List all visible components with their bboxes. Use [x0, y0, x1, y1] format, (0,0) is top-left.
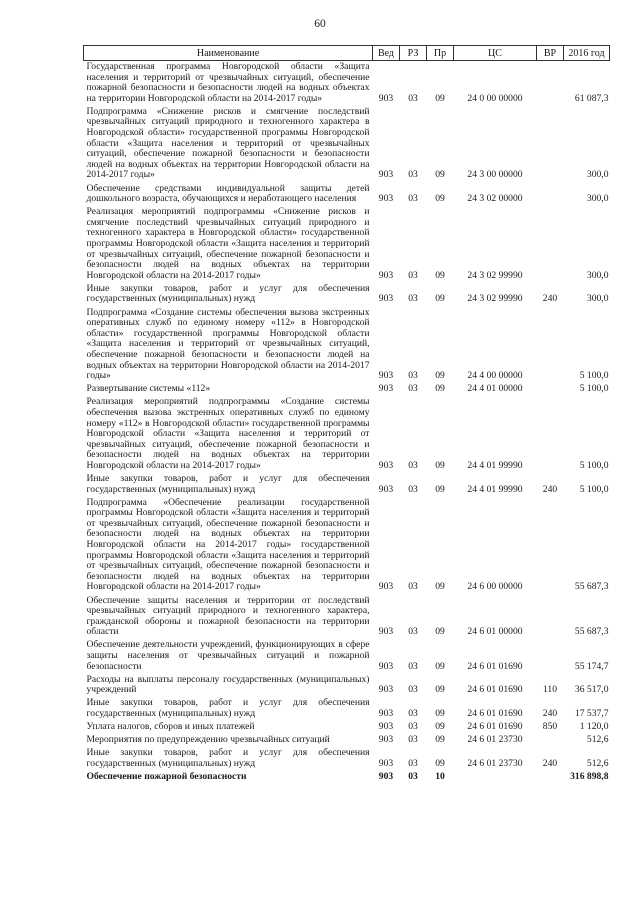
row-pr: 09 — [435, 660, 445, 672]
row-name: Обеспечение защиты населения и территории от последствий чрезвычайных ситуаций природного и техногенного характера, гражданской обороны и пожарной безопасности на территории области — [86, 594, 370, 638]
row-cs: 24 4 00 00000 — [467, 370, 523, 382]
row-sum: 55 687,3 — [574, 626, 609, 638]
row-vr: 110 — [542, 684, 558, 696]
row-rz: 03 — [408, 193, 418, 205]
row-rz: 03 — [408, 169, 418, 181]
row-ved: 903 — [378, 169, 394, 181]
row-ved: 903 — [378, 626, 394, 638]
row-vr — [537, 639, 564, 673]
row-name: Расходы на выплаты персоналу государственных (муниципальных) учреждений — [86, 673, 370, 696]
row-ved: 903 — [378, 483, 394, 495]
row-vr: 240 — [542, 757, 558, 769]
row-vr: 240 — [542, 483, 558, 495]
row-name: Иные закупки товаров, работ и услуг для обеспечения государственных (муниципальных) нужд — [86, 747, 370, 769]
header-cs: ЦС — [454, 46, 537, 61]
table-row-total — [84, 771, 610, 784]
table-row — [84, 283, 610, 307]
table-row — [84, 383, 610, 396]
row-rz: 03 — [408, 660, 418, 672]
row-pr: 09 — [435, 193, 445, 205]
row-ved: 903 — [378, 370, 394, 382]
row-pr: 09 — [435, 581, 445, 593]
row-rz: 03 — [408, 459, 418, 471]
row-rz: 03 — [408, 684, 418, 696]
table-body — [84, 61, 610, 785]
row-sum: 55 687,3 — [574, 581, 609, 593]
table-row — [84, 61, 610, 106]
row-sum: 5 100,0 — [579, 483, 609, 495]
row-sum: 5 100,0 — [579, 370, 609, 382]
row-cs: 24 6 01 01690 — [467, 684, 523, 696]
row-pr: 09 — [435, 269, 445, 281]
row-cs: 24 4 01 99990 — [467, 459, 523, 471]
table-row — [84, 595, 610, 640]
row-vr: 240 — [542, 707, 558, 719]
table-row — [84, 183, 610, 207]
table-row — [84, 697, 610, 721]
row-sum: 316 898,8 — [570, 770, 609, 782]
header-pr: Пр — [427, 46, 454, 61]
row-sum: 300,0 — [586, 269, 609, 281]
table-row — [84, 106, 610, 183]
row-name: Реализация мероприятий подпрограммы «Создание системы обеспечения вызова экстренных оперативных служб по единому номеру «112» в Новгородской области» государственной программы Новгородской области «Защита населения и территорий от чрезвычайных ситуаций, обеспечение пожарной безопасности и безопасности людей на водных объектах на территории Новгородской области на 2014-2017 годы» — [86, 396, 370, 471]
header-name: Наименование — [84, 46, 373, 61]
row-ved: 903 — [378, 770, 394, 782]
row-sum: 36 517,0 — [574, 684, 609, 696]
table-row — [84, 473, 610, 497]
table-row — [84, 747, 610, 771]
table-header — [84, 46, 610, 61]
row-ved: 903 — [378, 193, 394, 205]
row-cs: 24 3 02 99990 — [467, 269, 523, 281]
row-pr: 09 — [435, 383, 445, 395]
row-cs: 24 6 01 01690 — [467, 721, 523, 733]
row-pr: 09 — [435, 721, 445, 733]
row-vr — [537, 206, 564, 283]
row-pr: 09 — [435, 734, 445, 746]
table-row — [84, 396, 610, 473]
row-sum: 512,6 — [586, 757, 609, 769]
row-rz: 03 — [408, 626, 418, 638]
row-sum: 5 100,0 — [579, 383, 609, 395]
row-cs: 24 0 00 00000 — [467, 92, 523, 104]
row-rz: 03 — [408, 269, 418, 281]
row-name: Подпрограмма «Создание системы обеспечения вызова экстренных оперативных служб по единому номеру «112» в Новгородской области» государственной программы Новгородской области «Защита населения и территорий от чрезвычайных ситуаций, обеспечение пожарной безопасности и безопасности людей на водных объектах на территории Новгородской области на 2014-2017 годы» — [86, 306, 370, 382]
row-sum: 300,0 — [586, 293, 609, 305]
row-pr: 09 — [435, 684, 445, 696]
header-ved: Вед — [373, 46, 400, 61]
header-sum: 2016 год — [564, 46, 610, 61]
row-name: Государственная программа Новгородской области «Защита населения и территорий от чрезвычайных ситуаций, обеспечение пожарной безопасности и безопасности людей на водных объектах на территории Новгородской области на 2014-2017 годы» — [86, 61, 370, 104]
row-cs: 24 3 02 99990 — [467, 293, 523, 305]
row-vr — [537, 383, 564, 396]
row-cs: 24 6 01 01690 — [467, 660, 523, 672]
row-name: Подпрограмма «Обеспечение реализации государственной программы Новгородской области «Защита населения и территорий от чрезвычайных ситуаций, обеспечение пожарной безопасности и безопасности людей на водных объектах на территории Новгородской области на 2014-2017 годы» государственной программы Новгородской области «Защита населения и территорий от чрезвычайных ситуаций, обеспечение пожарной безопасности и безопасности людей на водных объектах на территории Новгородской области на 2014-2017 годы» — [86, 496, 370, 593]
row-name: Обеспечение средствами индивидуальной защиты детей дошкольного возраста, обучающихся и неработающего населения — [86, 182, 370, 205]
page-number: 60 — [314, 18, 326, 30]
row-pr: 09 — [435, 483, 445, 495]
row-ved: 903 — [378, 707, 394, 719]
row-pr: 09 — [435, 370, 445, 382]
row-name: Развертывание системы «112» — [86, 383, 211, 395]
row-cs: 24 3 00 00000 — [467, 169, 523, 181]
row-cs: 24 6 01 01690 — [467, 707, 523, 719]
row-vr — [537, 61, 564, 106]
table-row — [84, 734, 610, 747]
row-vr — [537, 183, 564, 207]
row-rz: 03 — [408, 370, 418, 382]
row-vr — [537, 307, 564, 384]
row-cs: 24 6 01 23730 — [467, 734, 523, 746]
row-pr: 09 — [435, 169, 445, 181]
row-vr — [537, 396, 564, 473]
row-sum: 300,0 — [586, 169, 609, 181]
row-sum: 1 120,0 — [579, 721, 609, 733]
row-pr: 09 — [435, 459, 445, 471]
row-vr: 850 — [542, 721, 558, 733]
row-ved: 903 — [378, 293, 394, 305]
row-ved: 903 — [378, 721, 394, 733]
row-cs: 24 4 01 00000 — [467, 383, 523, 395]
table-row — [84, 721, 610, 734]
row-ved: 903 — [378, 734, 394, 746]
header-vr: ВР — [537, 46, 564, 61]
row-cs: 24 3 02 00000 — [467, 193, 523, 205]
row-rz: 03 — [408, 707, 418, 719]
row-ved: 903 — [378, 684, 394, 696]
row-vr — [537, 734, 564, 747]
row-cs: 24 6 01 23730 — [467, 757, 523, 769]
row-ved: 903 — [378, 459, 394, 471]
row-sum: 17 537,7 — [574, 707, 609, 719]
row-vr — [537, 497, 564, 595]
row-ved: 903 — [378, 92, 394, 104]
row-rz: 03 — [408, 92, 418, 104]
row-ved: 903 — [378, 660, 394, 672]
row-vr — [537, 595, 564, 640]
table-row — [84, 674, 610, 698]
row-rz: 03 — [408, 483, 418, 495]
row-pr: 09 — [435, 626, 445, 638]
row-vr: 240 — [542, 293, 558, 305]
row-cs: 24 4 01 99990 — [467, 483, 523, 495]
table-row — [84, 639, 610, 673]
row-cs — [454, 771, 537, 784]
row-pr: 09 — [435, 757, 445, 769]
row-ved: 903 — [378, 269, 394, 281]
header-row — [84, 46, 610, 61]
row-ved: 903 — [378, 581, 394, 593]
row-rz: 03 — [408, 757, 418, 769]
row-sum: 5 100,0 — [579, 459, 609, 471]
row-vr — [537, 771, 564, 784]
row-pr: 09 — [435, 707, 445, 719]
row-name: Подпрограмма «Снижение рисков и смягчение последствий чрезвычайных ситуаций природного и техногенного характера в Новгородской области» государственной программы Новгородской области «Защита населения и территорий от чрезвычайных ситуаций, обеспечение пожарной безопасности и безопасности людей на водных объектах на территории Новгородской области на 2014-2017 годы» — [86, 105, 370, 181]
row-sum: 61 087,3 — [574, 92, 609, 104]
row-name: Уплата налогов, сборов и иных платежей — [86, 721, 255, 733]
row-sum: 55 174,7 — [574, 660, 609, 672]
row-cs: 24 6 00 00000 — [467, 581, 523, 593]
row-rz: 03 — [408, 383, 418, 395]
row-name: Реализация мероприятий подпрограммы «Снижение рисков и смягчение последствий чрезвычайных ситуаций природного и техногенного характера в Новгородской области» государственной программы Новгородской области «Защита населения и территорий от чрезвычайных ситуаций, обеспечение пожарной безопасности и безопасности людей на водных объектах на территории Новгородской области на 2014-2017 годы» — [86, 206, 370, 281]
row-pr: 09 — [435, 293, 445, 305]
row-vr — [537, 106, 564, 183]
row-ved: 903 — [378, 757, 394, 769]
table-row — [84, 497, 610, 595]
row-name: Обеспечение пожарной безопасности — [86, 770, 247, 782]
row-rz: 03 — [408, 581, 418, 593]
row-name: Иные закупки товаров, работ и услуг для обеспечения государственных (муниципальных) нужд — [86, 282, 370, 305]
table-row — [84, 307, 610, 384]
row-sum: 300,0 — [586, 193, 609, 205]
row-name: Мероприятия по предупреждению чрезвычайных ситуаций — [86, 734, 330, 746]
row-pr: 09 — [435, 92, 445, 104]
row-name: Иные закупки товаров, работ и услуг для обеспечения государственных (муниципальных) нужд — [86, 472, 370, 495]
row-cs: 24 6 01 00000 — [467, 626, 523, 638]
row-name: Обеспечение деятельности учреждений, функционирующих в сфере защиты населения от чрезвычайных ситуаций и пожарной безопасности — [86, 639, 370, 672]
row-rz: 03 — [408, 770, 418, 782]
row-ved: 903 — [378, 383, 394, 395]
budget-table — [83, 45, 610, 784]
row-rz: 03 — [408, 734, 418, 746]
row-sum: 512,6 — [586, 734, 609, 746]
row-rz: 03 — [408, 721, 418, 733]
header-rz: РЗ — [400, 46, 427, 61]
row-rz: 03 — [408, 293, 418, 305]
row-pr: 10 — [435, 770, 445, 782]
table-row — [84, 206, 610, 283]
row-name: Иные закупки товаров, работ и услуг для обеспечения государственных (муниципальных) нужд — [86, 697, 370, 719]
